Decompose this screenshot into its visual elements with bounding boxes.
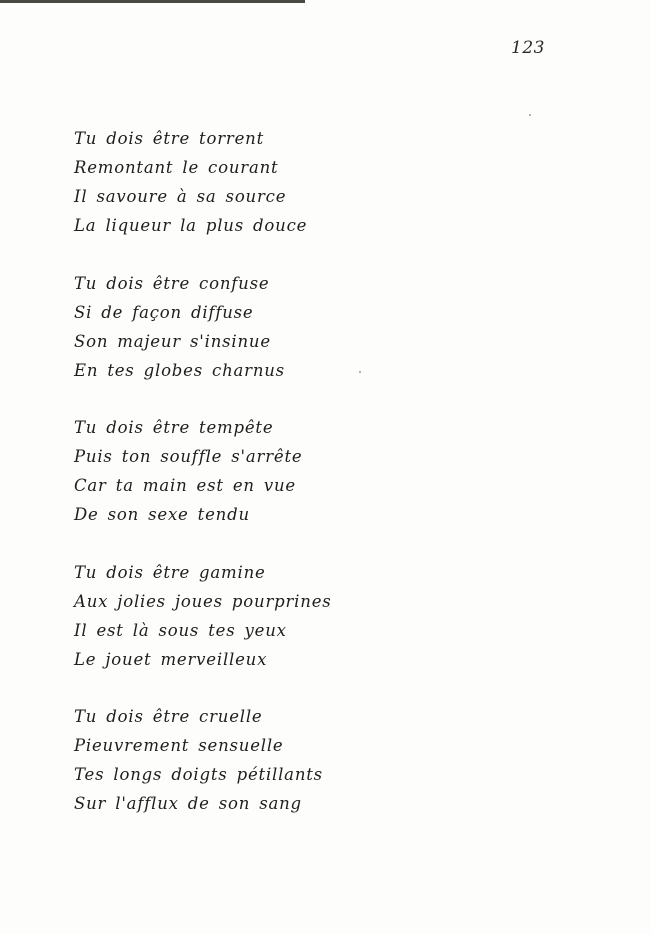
poem-line: En tes globes charnus (74, 360, 285, 380)
poem-line: Tu dois être cruelle (74, 707, 263, 726)
stanza-5 (74, 702, 332, 818)
poem-line: Remontant le courant (74, 158, 279, 177)
poem-line: Tu dois être tempête (74, 418, 274, 437)
poem-line: Son majeur s'insinue (74, 331, 271, 351)
poem-line: Si de façon diffuse (74, 302, 254, 322)
poem-line: Il savoure à sa source (74, 187, 287, 206)
poem-line: Le jouet merveilleux (74, 649, 268, 669)
poem-line: Tu dois être confuse (74, 273, 270, 293)
poem-line: Tes longs doigts pétillants (74, 765, 323, 784)
poem-line: Tu dois être torrent (74, 129, 265, 148)
paper-speck (359, 371, 361, 373)
poem-line: Car ta main est en vue (74, 476, 296, 495)
stanza-4 (74, 558, 332, 674)
poem-line: Puis ton souffle s'arrête (74, 447, 303, 466)
top-scan-edge (0, 0, 305, 3)
poem-line: Tu dois être gamine (74, 562, 266, 582)
stanza-1 (74, 124, 332, 240)
poem-line: Aux jolies joues pourprines (74, 591, 332, 611)
stanza-3 (74, 413, 332, 529)
poem-line: Pieuvrement sensuelle (74, 736, 284, 755)
poem-line: De son sexe tendu (74, 505, 250, 524)
poem-line: Sur l'afflux de son sang (74, 794, 302, 813)
paper-speck (529, 114, 531, 116)
page-number: 123 (511, 38, 545, 58)
poem-line: Il est là sous tes yeux (74, 620, 287, 640)
poem-line: La liqueur la plus douce (74, 216, 308, 235)
poem (74, 124, 332, 818)
stanza-2 (74, 269, 332, 385)
